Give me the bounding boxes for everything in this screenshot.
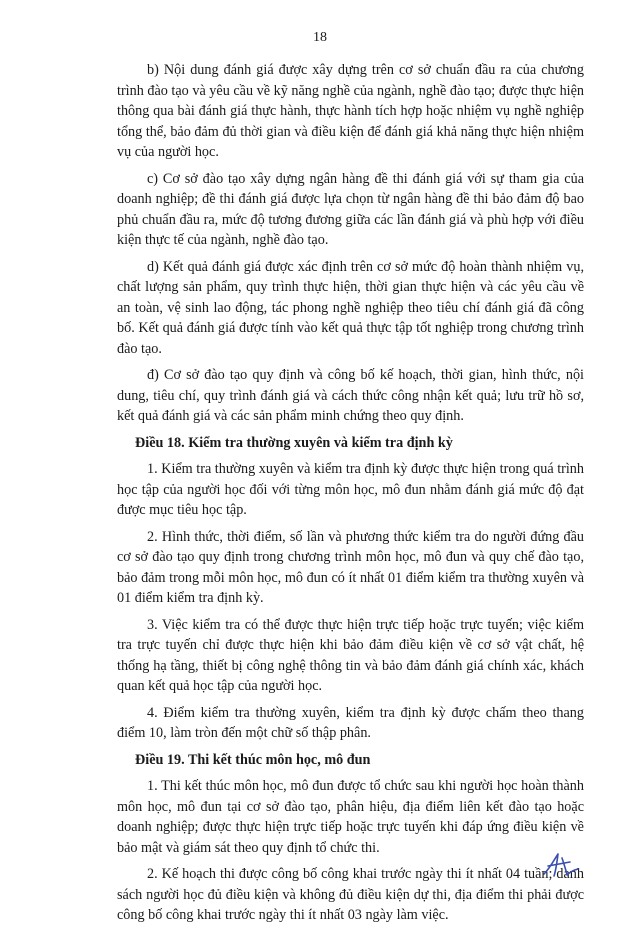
paragraph: 2. Kế hoạch thi được công bố công khai trước ngày thi ít nhất 04 tuần; danh sách người học đủ điều kiện và không đủ điều kiện dự thi, địa điểm thi phải được công bố công khai trước ngày thi ít nhất 03 ngày làm việc. <box>117 866 584 923</box>
page-number: 18 <box>313 30 327 45</box>
paragraph: 1. Thi kết thúc môn học, mô đun được tổ chức sau khi người học hoàn thành môn học, mô đun tại cơ sở đào tạo, phân hiệu, địa điểm liên kết đào tạo hoặc doanh nghiệp; được thực hiện trực tiếp hoặc trực tuyến khi đáp ứng điều kiện về bảo mật và giám sát theo quy định tổ chức thi. <box>117 778 584 856</box>
paragraph: đ) Cơ sở đào tạo quy định và công bố kế hoạch, thời gian, hình thức, nội dung, tiêu chí, quy trình đánh giá và cách thức công nhận kết quả; lưu trữ hồ sơ, kết quả đánh giá và các sản phẩm minh chứng theo quy định. <box>117 367 584 424</box>
paragraph: 3. Việc kiểm tra có thể được thực hiện trực tiếp hoặc trực tuyến; việc kiểm tra trực tuyến chỉ được thực hiện khi bảo đảm điều kiện về cơ sở vật chất, hệ thống hạ tầng, thiết bị công nghệ thông tin và bảo đảm đánh giá chính xác, khách quan kết quả học tập của người học. <box>117 616 584 694</box>
paragraph: 4. Điểm kiểm tra thường xuyên, kiểm tra định kỳ được chấm theo thang điểm 10, làm tròn đến một chữ số thập phân. <box>117 704 584 741</box>
paragraph: 1. Kiểm tra thường xuyên và kiểm tra định kỳ được thực hiện trong quá trình học tập của người học đối với từng môn học, mô đun nhằm đánh giá mức độ đạt được mục tiêu học tập. <box>117 461 584 518</box>
article-heading: Điều 18. Kiểm tra thường xuyên và kiểm tra định kỳ <box>135 434 453 451</box>
paragraph: b) Nội dung đánh giá được xây dựng trên cơ sở chuẩn đầu ra của chương trình đào tạo và yêu cầu về kỹ năng nghề của ngành, nghề đào tạo; được thực hiện thông qua bài đánh giá thực hành, thực hành tích hợp hoặc nhiệm vụ nghề nghiệp tổng thể, bảo đảm đủ thời gian và điều kiện để đánh giá khả năng thực hiện nhiệm vụ của người học. <box>117 62 584 160</box>
document-body <box>117 60 584 932</box>
article-heading: Điều 19. Thi kết thúc môn học, mô đun <box>135 751 371 768</box>
paragraph: d) Kết quả đánh giá được xác định trên cơ sở mức độ hoàn thành nhiệm vụ, chất lượng sản phẩm, quy trình thực hiện, thời gian thực hiện và các yêu cầu về an toàn, vệ sinh lao động, tác phong nghề nghiệp theo tiêu chí đánh giá đã công bố. Kết quả đánh giá được tính vào kết quả thực tập tốt nghiệp trong chương trình đào tạo. <box>117 258 584 357</box>
initials-signature-icon <box>540 850 580 880</box>
paragraph: c) Cơ sở đào tạo xây dựng ngân hàng đề thi đánh giá với sự tham gia của doanh nghiệp; đề thi đánh giá được lựa chọn từ ngân hàng đề thi bảo đảm độ bao phủ chuẩn đầu ra, mức độ tương đương giữa các lần đánh giá và phù hợp với điều kiện thực tế của ngành, nghề đào tạo. <box>117 170 584 248</box>
paragraph: 2. Hình thức, thời điểm, số lần và phương thức kiểm tra do người đứng đầu cơ sở đào tạo quy định trong chương trình môn học, mô đun và quy chế đào tạo, bảo đảm trong mỗi môn học, mô đun có ít nhất 01 điểm kiểm tra thường xuyên và 01 điểm kiểm tra định kỳ. <box>117 528 584 606</box>
